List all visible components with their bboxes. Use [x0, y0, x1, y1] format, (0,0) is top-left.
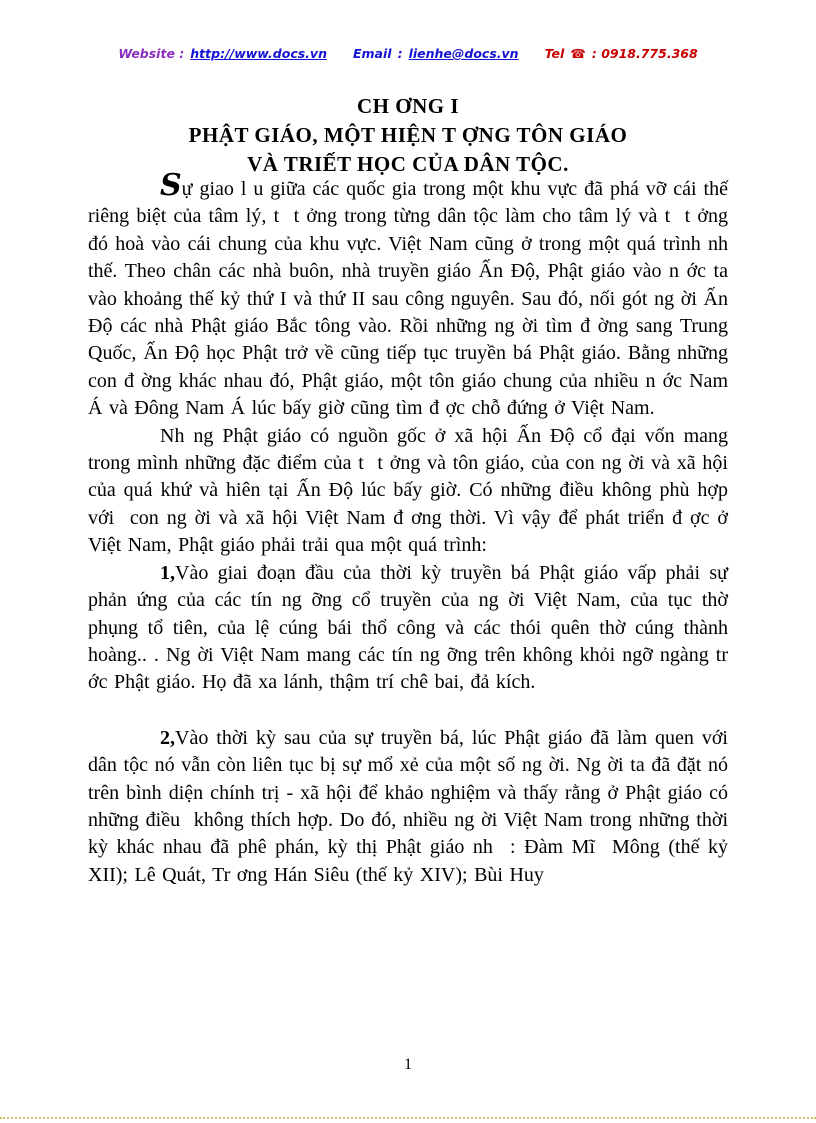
paragraph-2	[88, 423, 735, 560]
tel-number: : 0918.775.368	[591, 46, 698, 61]
paragraph-1-text: ự giao l u giữa các quốc gia trong một khu vực đã phá vỡ cái thế riêng biệt của tâm lý, t t ởng trong từng dân tộc làm cho tâm lý và t t ởng đó hoà vào cái chung của khu vực. Việt Nam cũng ở trong một quá trình nh thế. Theo chân các nhà buôn, nhà truyền giáo Ấn Độ, Phật giáo vào n ớc ta vào khoảng thế kỷ thứ I và thứ II sau công nguyên. Sau đó, nối gót ng ời Ấn Độ các nhà Phật giáo Bắc tông vào. Rồi những ng ời tìm đ ờng sang Trung Quốc, Ấn Độ học Phật trở về cũng tiếp tục truyền bá Phật giáo. Bằng những con đ ờng khác nhau đó, Phật giáo, một tôn giáo chung của nhiều n ớc Nam Á và Đông Nam Á lúc bấy giờ cũng tìm đ ợc chỗ đứng ở Việt Nam.	[88, 178, 741, 420]
paragraph-4-marker: 2,	[160, 726, 175, 749]
page-header	[0, 46, 816, 61]
website-link[interactable]: http://www.docs.vn	[190, 46, 327, 61]
page-number: 1	[404, 1056, 412, 1073]
chapter-title-line1: CH ƠNG I	[356, 94, 459, 118]
dropcap-s: S	[160, 168, 182, 203]
email-link[interactable]: lienhe@docs.vn	[408, 46, 519, 61]
document-body	[88, 168, 741, 889]
email-colon: :	[397, 46, 403, 61]
paragraph-3-marker: 1,	[160, 561, 175, 584]
paragraph-4-text: Vào thời kỳ sau của sự truyền bá, lúc Phật giáo đã làm quen với dân tộc nó vẫn còn liên tục bị sự mổ xẻ của một số ng ời. Ng ời ta đã đặt nó trên bình diện chính trị - xã hội để khảo nghiệm và thấy rằng ở Phật giáo có những điều không thích hợp. Do đó, nhiều ng ời Việt Nam trong những thời kỳ khác nhau đã phê phán, kỳ thị Phật giáo nh : Đàm Mĩ Mông (thế kỷ XII); Lê Quát, Tr ơng Hán Siêu (thế kỷ XIV); Bùi Huy	[88, 726, 735, 886]
phone-icon: ☎	[570, 46, 586, 61]
paragraph-2-text: Nh ng Phật giáo có nguồn gốc ở xã hội Ấn Độ cổ đại vốn mang trong mình những đặc điểm của t t ởng và tôn giáo, của con ng ời và xã hội của quá khứ và hiên tại Ấn Độ lúc bấy giờ. Có những điều không phù hợp với con ng ời và xã hội Việt Nam đ ơng thời. Vì vậy để phát triển đ ợc ở Việt Nam, Phật giáo phải trải qua một quá trình:	[88, 424, 735, 557]
chapter-title-line2: PHẬT GIÁO, MỘT HIỆN T ỢNG TÔN GIÁO	[188, 123, 628, 147]
paragraph-1	[88, 168, 741, 423]
paragraph-3	[88, 560, 735, 697]
tel-label: Tel	[544, 46, 565, 61]
chapter-title-line3: VÀ TRIẾT HỌC CỦA DÂN TỘC.	[247, 152, 569, 176]
page-bottom-dotted-line	[0, 1117, 816, 1119]
website-label: Website :	[118, 46, 185, 61]
email-label: Email	[352, 46, 392, 61]
paragraph-3-text: Vào giai đoạn đầu của thời kỳ truyền bá Phật giáo vấp phải sự phản ứng của các tín ng ỡng cổ truyền của ng ời Việt Nam, của tục thờ phụng tổ tiên, của lệ cúng bái thổ công và các thói quên thờ cúng thành hoàng.. . Ng ời Việt Nam mang các tín ng ỡng trên không khỏi ngỡ ngàng tr ớc Phật giáo. Họ đã xa lánh, thậm trí chê bai, đả kích.	[88, 561, 735, 694]
paragraph-4	[88, 725, 735, 889]
chapter-title	[88, 92, 728, 179]
